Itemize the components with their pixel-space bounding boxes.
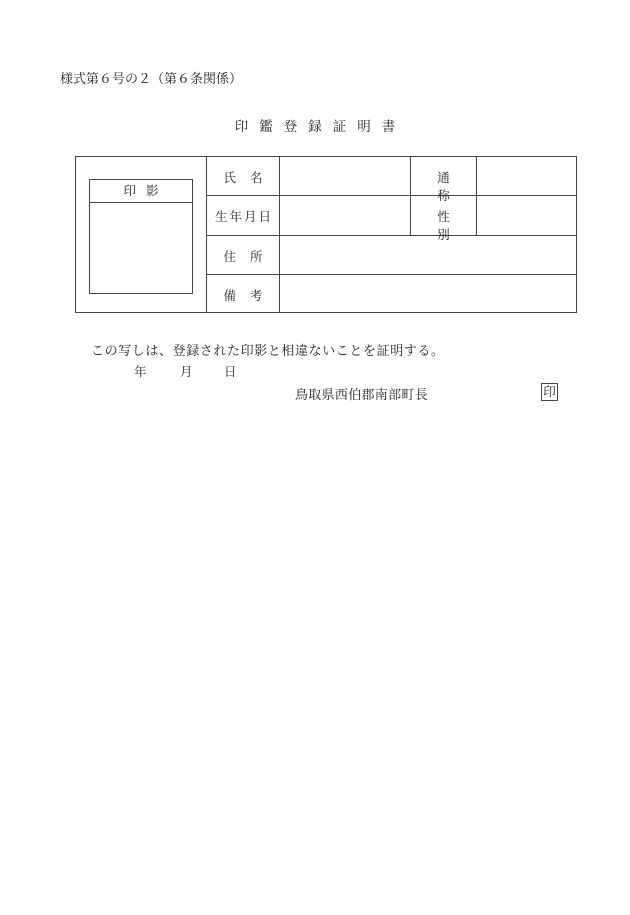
- date-day: 日: [224, 364, 237, 379]
- certification-statement: この写しは、登録された印影と相違ないことを証明する。: [91, 344, 445, 359]
- label-name: 氏名: [223, 170, 277, 185]
- issuer-name: 鳥取県西伯郡南部町長: [295, 388, 429, 403]
- table-divider: [476, 157, 477, 235]
- form-number: 様式第６号の２（第６条関係）: [60, 72, 243, 87]
- seal-impression-header: 印影: [90, 180, 192, 203]
- table-divider: [206, 235, 577, 236]
- label-remarks: 備考: [223, 288, 277, 303]
- seal-impression-box: [89, 179, 193, 294]
- table-divider: [206, 195, 577, 196]
- table-divider: [206, 274, 577, 275]
- date-month: 月: [180, 364, 193, 379]
- document-title: 印鑑登録証明書: [234, 119, 407, 135]
- label-sex: 性別: [437, 209, 464, 242]
- official-seal-mark: 印: [541, 383, 558, 401]
- label-birthdate: 生年月日: [214, 209, 273, 224]
- label-alias: 通称: [437, 170, 464, 203]
- date-year: 年: [134, 364, 147, 379]
- label-address: 住所: [223, 249, 277, 264]
